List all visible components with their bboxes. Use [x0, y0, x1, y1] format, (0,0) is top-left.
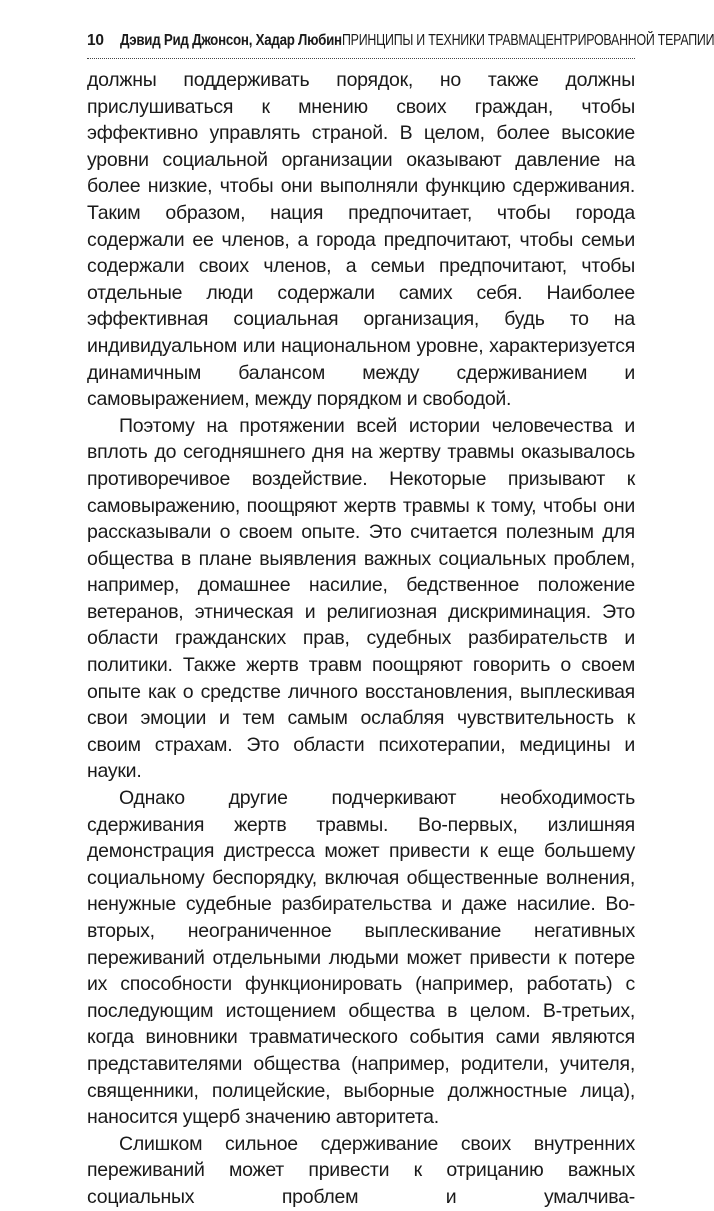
paragraph-2: Поэтому на протяжении всей истории человечества и вплоть до сегодняшнего дня на жертву травмы оказывалось противоречивое воздействие. Некоторые призывают к самовыражению, поощряют жертв травмы к тому, чтобы они рассказывали о своем опыте. Это считается полезным для общества в плане выявления важных социальных проблем, например, домашнее насилие, бедственное положение ветеранов, этническая и религиозная дискриминация. Это области гражданских прав, судебных разбирательств и политики. Также жертв травм поощряют говорить о своем опыте как о средстве личного восстановления, выплескивая свои эмоции и тем самым ослабляя чувствительность к своим страхам. Это области психотерапии, медицины и науки.	[87, 414, 635, 783]
page-body	[87, 67, 635, 1211]
header-dotted-rule	[87, 58, 635, 59]
paragraph-4: Слишком сильное сдерживание своих внутренних переживаний может привести к отрицанию важных социальных проблем и умалчива-	[87, 1132, 635, 1208]
running-header	[87, 32, 714, 54]
paragraph-3: Однако другие подчеркивают необходимость сдерживания жертв травмы. Во-первых, излишняя демонстрация дистресса может привести к еще большему социальному беспорядку, включая общественные волнения, ненужные судебные разбирательства и даже насилие. Во-вторых, неограниченное выплескивание негативных переживаний отдельными людьми может привести к потере их способности функционировать (например, работать) с последующим истощением общества в целом. В-третьих, когда виновники травматического события сами являются представителями общества (например, родители, учителя, священники, полицейские, выборные должностные лица), наносится ущерб значению авторитета.	[87, 787, 635, 1129]
paragraph-1: должны поддерживать порядок, но также должны прислушиваться к мнению своих граждан, чтобы эффективно управлять страной. В целом, более высокие уровни социальной организации оказывают давление на более низкие, чтобы они выполняли функцию сдерживания. Таким образом, нация предпочитает, чтобы города содержали ее членов, а города предпочитают, чтобы семьи содержали своих членов, а семьи предпочитают, чтобы отдельные люди содержали самих себя. Наиболее эффективная социальная организация, будь то на индивидуальном или национальном уровне, характеризуется динамичным балансом между сдерживанием и самовыражением, между порядком и свободой.	[87, 69, 635, 411]
header-book-title: ПРИНЦИПЫ И ТЕХНИКИ ТРАВМАЦЕНТРИРОВАННОЙ ТЕРАПИИ	[341, 32, 714, 49]
header-authors: Дэвид Рид Джонсон, Хадар Любин	[119, 32, 342, 49]
page-number: 10	[87, 32, 104, 49]
